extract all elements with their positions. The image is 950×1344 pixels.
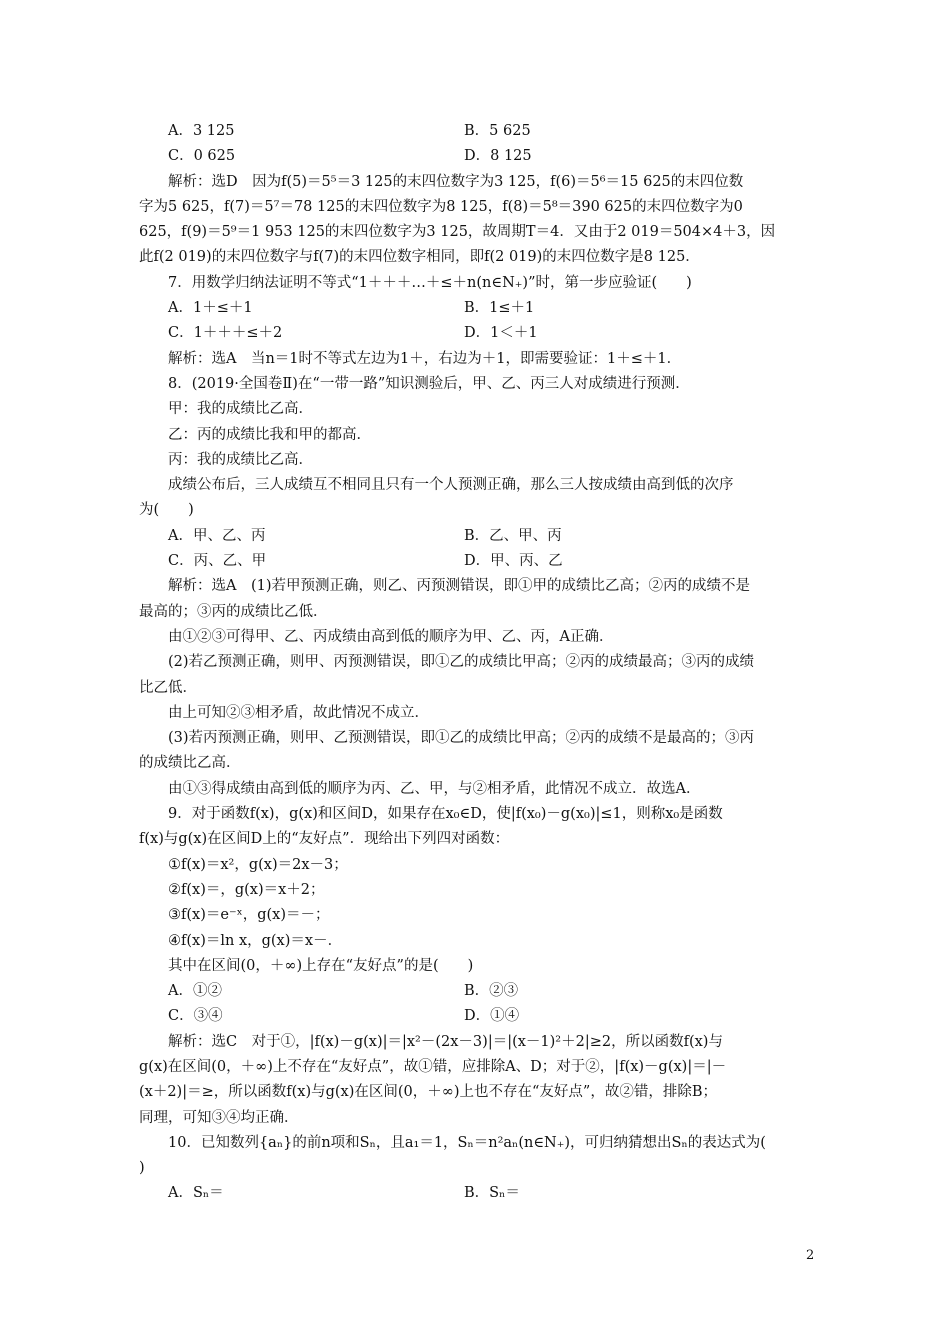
function-pair: ②f(x)＝，g(x)＝x＋2； xyxy=(168,881,325,898)
options-row xyxy=(139,549,819,574)
option-c: C．0 625 xyxy=(168,148,236,165)
function-pair: ①f(x)＝x²，g(x)＝2x－3； xyxy=(168,856,348,873)
options-row xyxy=(139,119,819,144)
option-a: A．3 125 xyxy=(168,123,235,139)
solution-text: (3)若丙预测正确，则甲、乙预测错误，即①乙的成绩比甲高；②丙的成绩不是最高的；③丙 xyxy=(168,730,755,747)
question-text: ) xyxy=(139,1160,145,1177)
option-a: A．Sₙ＝ xyxy=(168,1185,224,1202)
solution-text: (2)若乙预测正确，则甲、丙预测错误，即①乙的成绩比甲高；②丙的成绩最高；③丙的成绩 xyxy=(168,654,755,671)
question-text: 甲：我的成绩比乙高． xyxy=(168,401,313,418)
option-d: D．甲、丙、乙 xyxy=(464,553,563,570)
solution-text: 解析：选A (1)若甲预测正确，则乙、丙预测错误，即①甲的成绩比乙高；②丙的成绩不是 xyxy=(168,578,751,595)
question-7: 7．用数学归纳法证明不等式“1＋＋＋…＋≤＋n(n∈N₊)”时，第一步应验证( ) xyxy=(168,274,692,291)
option-d: D．①④ xyxy=(464,1008,520,1025)
options-row xyxy=(139,979,819,1004)
solution-text: 最高的；③丙的成绩比乙低． xyxy=(139,603,328,620)
solution-text: 由上可知②③相矛盾，故此情况不成立． xyxy=(168,704,429,721)
options-row xyxy=(139,144,819,169)
option-c: C．③④ xyxy=(168,1008,223,1025)
question-9: 9．对于函数f(x)，g(x)和区间D，如果存在x₀∈D，使|f(x₀)－g(x₀)|≤1，则称x₀是函数 xyxy=(168,806,723,823)
option-b: B．Sₙ＝ xyxy=(464,1185,520,1202)
solution-text: 比乙低． xyxy=(139,679,197,696)
solution-text: 解析：选A 当n＝1时不等式左边为1＋，右边为＋1，即需要验证：1＋≤＋1． xyxy=(168,350,682,367)
solution-text: (x＋2)|＝≥，所以函数f(x)与g(x)在区间(0，＋∞)上也不存在“友好点”，故②错，排除B； xyxy=(139,1084,717,1101)
option-c: C．1＋＋＋≤＋2 xyxy=(168,325,283,342)
option-a: A．①② xyxy=(168,983,222,1000)
options-row xyxy=(139,1181,819,1206)
question-text: 为( ) xyxy=(139,502,194,519)
question-text: 成绩公布后，三人成绩互不相同且只有一个人预测正确，那么三人按成绩由高到低的次序 xyxy=(168,477,734,494)
question-text: 其中在区间(0，＋∞)上存在“友好点”的是( ) xyxy=(168,957,474,974)
options-row xyxy=(139,524,819,549)
solution-text: g(x)在区间(0，＋∞)上不存在“友好点”，故①错，应排除A、D；对于②，|f(x)－g(x)|＝|－ xyxy=(139,1058,727,1075)
solution-text: 625，f(9)＝5⁹＝1 953 125的末四位数字为3 125，故周期T＝4．又由于2 019＝504×4＋3，因 xyxy=(139,224,776,241)
options-row xyxy=(139,1004,819,1029)
document-body xyxy=(139,119,819,1207)
question-text: 乙：丙的成绩比我和甲的都高． xyxy=(168,426,371,443)
option-a: A．甲、乙、丙 xyxy=(168,527,266,544)
option-b: B．乙、甲、丙 xyxy=(464,527,562,544)
option-d: D．8 125 xyxy=(464,148,532,165)
question-text: 丙：我的成绩比乙高． xyxy=(168,451,313,468)
page-number: 2 xyxy=(806,1248,815,1263)
question-8: 8．(2019·全国卷Ⅱ)在“一带一路”知识测验后，甲、乙、丙三人对成绩进行预测． xyxy=(168,375,690,392)
option-b: B．②③ xyxy=(464,983,519,1000)
solution-text: 解析：选D 因为f(5)＝5⁵＝3 125的末四位数字为3 125，f(6)＝5⁶＝15 625的末四位数 xyxy=(168,173,744,190)
solution-text: 同理，可知③④均正确． xyxy=(139,1109,299,1126)
options-row xyxy=(139,296,819,321)
option-c: C．丙、乙、甲 xyxy=(168,553,267,570)
solution-text: 此f(2 019)的末四位数字与f(7)的末四位数字相同，即f(2 019)的末四位数字是8 125． xyxy=(139,249,700,266)
question-text: f(x)与g(x)在区间D上的“友好点”．现给出下列四对函数： xyxy=(139,831,510,848)
option-a: A．1＋≤＋1 xyxy=(168,300,253,317)
solution-text: 由①③得成绩由高到低的顺序为丙、乙、甲，与②相矛盾，此情况不成立．故选A． xyxy=(168,780,701,797)
function-pair: ③f(x)＝e⁻ˣ，g(x)＝－； xyxy=(168,907,330,924)
option-b: B．1≤＋1 xyxy=(464,300,535,317)
question-10: 10．已知数列{aₙ}的前n项和Sₙ，且a₁＝1，Sₙ＝n²aₙ(n∈N₊)，可归纳猜想出Sₙ的表达式为( xyxy=(168,1134,766,1151)
solution-text: 字为5 625，f(7)＝5⁷＝78 125的末四位数字为8 125，f(8)＝5⁸＝390 625的末四位数字为0 xyxy=(139,198,743,215)
function-pair: ④f(x)＝ln x，g(x)＝x－． xyxy=(168,932,343,949)
solution-text: 解析：选C 对于①，|f(x)－g(x)|＝|x²－(2x－3)|＝|(x－1)²＋2|≥2，所以函数f(x)与 xyxy=(168,1033,723,1050)
options-row xyxy=(139,321,819,346)
solution-text: 由①②③可得甲、乙、丙成绩由高到低的顺序为甲、乙、丙，A正确． xyxy=(168,628,614,645)
solution-text: 的成绩比乙高． xyxy=(139,755,241,772)
option-d: D．1＜＋1 xyxy=(464,325,538,342)
option-b: B．5 625 xyxy=(464,123,531,139)
